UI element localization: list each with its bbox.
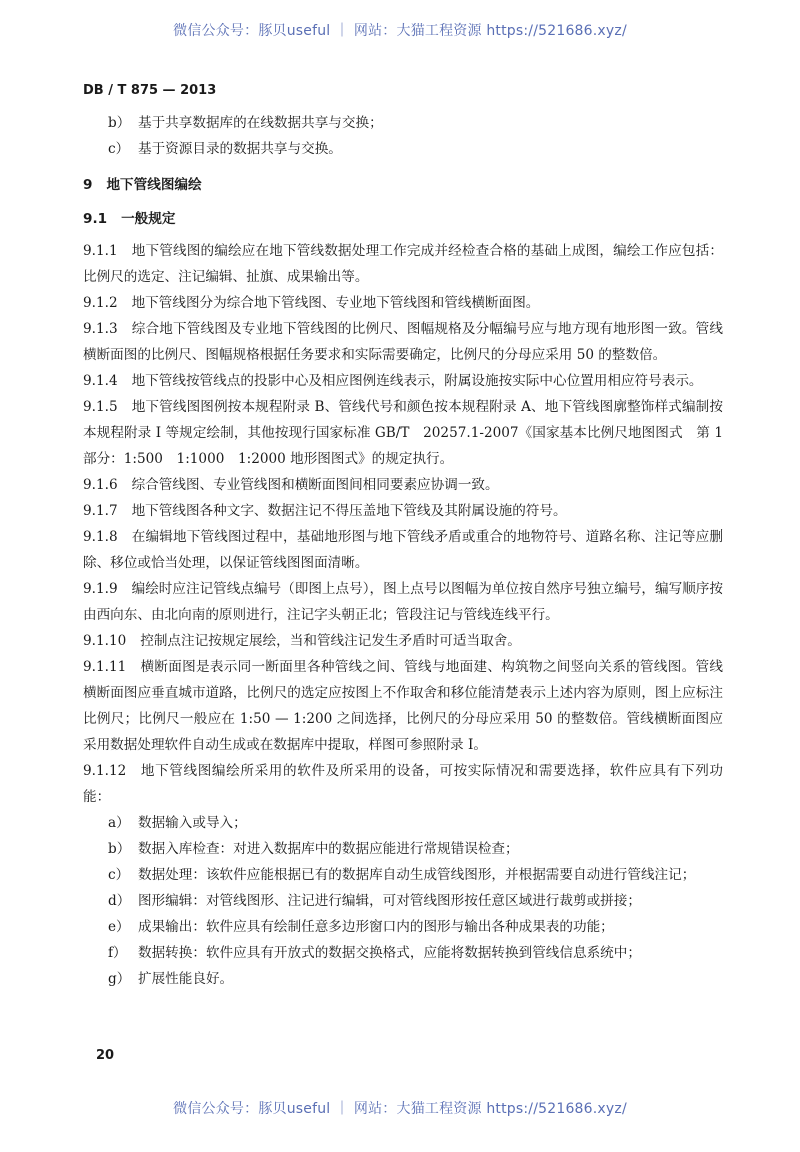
list-marker: e） [108, 919, 130, 935]
clause-number: 9.1.8 [83, 529, 118, 545]
clause-text: 在编辑地下管线图过程中，基础地形图与地下管线矛盾或重合的地物符号、道路名称、注记等应删除、移位或恰当处理，以保证管线图图面清晰。 [83, 529, 723, 571]
subsection-title: 一般规定 [121, 211, 176, 227]
list-text: 数据入库检查：对进入数据库中的数据应能进行常规错误检查； [138, 841, 519, 857]
clause-number: 9.1.10 [83, 633, 127, 649]
clause [83, 628, 723, 654]
clause-text: 编绘时应注记管线点编号（即图上点号），图上点号以图幅为单位按自然序号独立编号，编写顺序按由西向东、由北向南的原则进行，注记字头朝正北；管段注记与管线连线平行。 [83, 581, 723, 623]
list-text: 图形编辑：对管线图形、注记进行编辑，可对管线图形按任意区域进行裁剪或拼接； [138, 893, 641, 909]
list-text: 基于共享数据库的在线数据共享与交换； [138, 115, 383, 131]
list-marker: c） [108, 141, 130, 157]
clause-text: 地下管线图编绘所采用的软件及所采用的设备，可按实际情况和需要选择，软件应具有下列功能： [83, 763, 723, 805]
clause [83, 290, 723, 316]
list-item [83, 810, 723, 836]
clause-number: 9.1.3 [83, 321, 118, 337]
clause [83, 524, 723, 576]
clause-number: 9.1.2 [83, 295, 118, 311]
list-item [83, 836, 723, 862]
clause [83, 394, 723, 472]
clause-text: 横断面图是表示同一断面里各种管线之间、管线与地面建、构筑物之间竖向关系的管线图。管线横断面图应垂直城市道路，比例尺的选定应按图上不作取舍和移位能清楚表示上述内容为原则，图上应标注比例尺；比例尺一般应在 1:50 — 1:200 之间选择，比例尺的分母应采用 50 的整数倍。管线横断面图应采用数据处理软件自动生成或在数据库中提取，样图可参照附录 I。 [83, 659, 723, 753]
clause-text: 综合管线图、专业管线图和横断面图间相同要素应协调一致。 [131, 477, 499, 493]
list-text: 数据转换：软件应具有开放式的数据交换格式，应能将数据转换到管线信息系统中； [138, 945, 641, 961]
list-item [83, 966, 723, 992]
section-heading [83, 172, 723, 198]
clause-text: 地下管线图的编绘应在地下管线数据处理工作完成并经检查合格的基础上成图，编绘工作应包括：比例尺的选定、注记编辑、扯旗、成果输出等。 [83, 243, 723, 285]
clause-text: 综合地下管线图及专业地下管线图的比例尺、图幅规格及分幅编号应与地方现有地形图一致。管线横断面图的比例尺、图幅规格根据任务要求和实际需要确定，比例尺的分母应采用 50 的整数倍。 [83, 321, 723, 363]
clause-text: 地下管线图图例按本规程附录 B、管线代号和颜色按本规程附录 A、地下管线图廓整饰样式编制按本规程附录 I 等规定绘制，其他按现行国家标准 GB/T 20257.1-2007《国家基本比例尺地图图式 第 1 部分：1:500 1:1000 1:2000 地形图图式》的规定执行。 [83, 399, 723, 467]
clause-number: 9.1.12 [83, 763, 127, 779]
list-marker: g） [108, 971, 131, 987]
list-marker: f） [108, 945, 127, 961]
page-number: 20 [96, 1048, 115, 1063]
clause-number: 9.1.9 [83, 581, 118, 597]
clause [83, 368, 723, 394]
clause-text: 控制点注记按规定展绘，当和管线注记发生矛盾时可适当取舍。 [140, 633, 521, 649]
list-marker: c） [108, 867, 130, 883]
clause-number: 9.1.4 [83, 373, 118, 389]
clause [83, 758, 723, 810]
document-code: DB / T 875 — 2013 [83, 83, 217, 98]
clause [83, 472, 723, 498]
watermark-top: 微信公众号：豚贝useful ｜ 网站：大猫工程资源 https://521686.xyz/ [173, 23, 627, 39]
clause [83, 238, 723, 290]
list-marker: b） [108, 841, 131, 857]
list-item [83, 914, 723, 940]
section-number: 9 [83, 177, 93, 193]
list-item [83, 110, 723, 136]
list-item [83, 862, 723, 888]
clause [83, 576, 723, 628]
section-title: 地下管线图编绘 [106, 177, 202, 193]
clause-text: 地下管线按管线点的投影中心及相应图例连线表示，附属设施按实际中心位置用相应符号表示。 [131, 373, 703, 389]
list-text: 数据输入或导入； [138, 815, 247, 831]
list-item [83, 136, 723, 162]
subsection-heading [83, 206, 723, 232]
page-content [83, 110, 723, 992]
clause-number: 9.1.5 [83, 399, 118, 415]
clause [83, 654, 723, 758]
list-text: 数据处理：该软件应能根据已有的数据库自动生成管线图形，并根据需要自动进行管线注记； [138, 867, 696, 883]
subsection-number: 9.1 [83, 211, 108, 227]
watermark-bottom: 微信公众号：豚贝useful ｜ 网站：大猫工程资源 https://521686.xyz/ [173, 1101, 627, 1117]
list-marker: d） [108, 893, 131, 909]
clause [83, 316, 723, 368]
list-item [83, 940, 723, 966]
list-text: 扩展性能良好。 [138, 971, 234, 987]
clause [83, 498, 723, 524]
list-text: 基于资源目录的数据共享与交换。 [138, 141, 342, 157]
list-item [83, 888, 723, 914]
clause-number: 9.1.6 [83, 477, 118, 493]
clause-number: 9.1.11 [83, 659, 127, 675]
list-text: 成果输出：软件应具有绘制任意多边形窗口内的图形与输出各种成果表的功能； [138, 919, 614, 935]
list-marker: a） [108, 815, 130, 831]
clause-text: 地下管线图分为综合地下管线图、专业地下管线图和管线横断面图。 [131, 295, 540, 311]
clause-number: 9.1.1 [83, 243, 118, 259]
clause-number: 9.1.7 [83, 503, 118, 519]
clause-text: 地下管线图各种文字、数据注记不得压盖地下管线及其附属设施的符号。 [131, 503, 567, 519]
list-marker: b） [108, 115, 131, 131]
